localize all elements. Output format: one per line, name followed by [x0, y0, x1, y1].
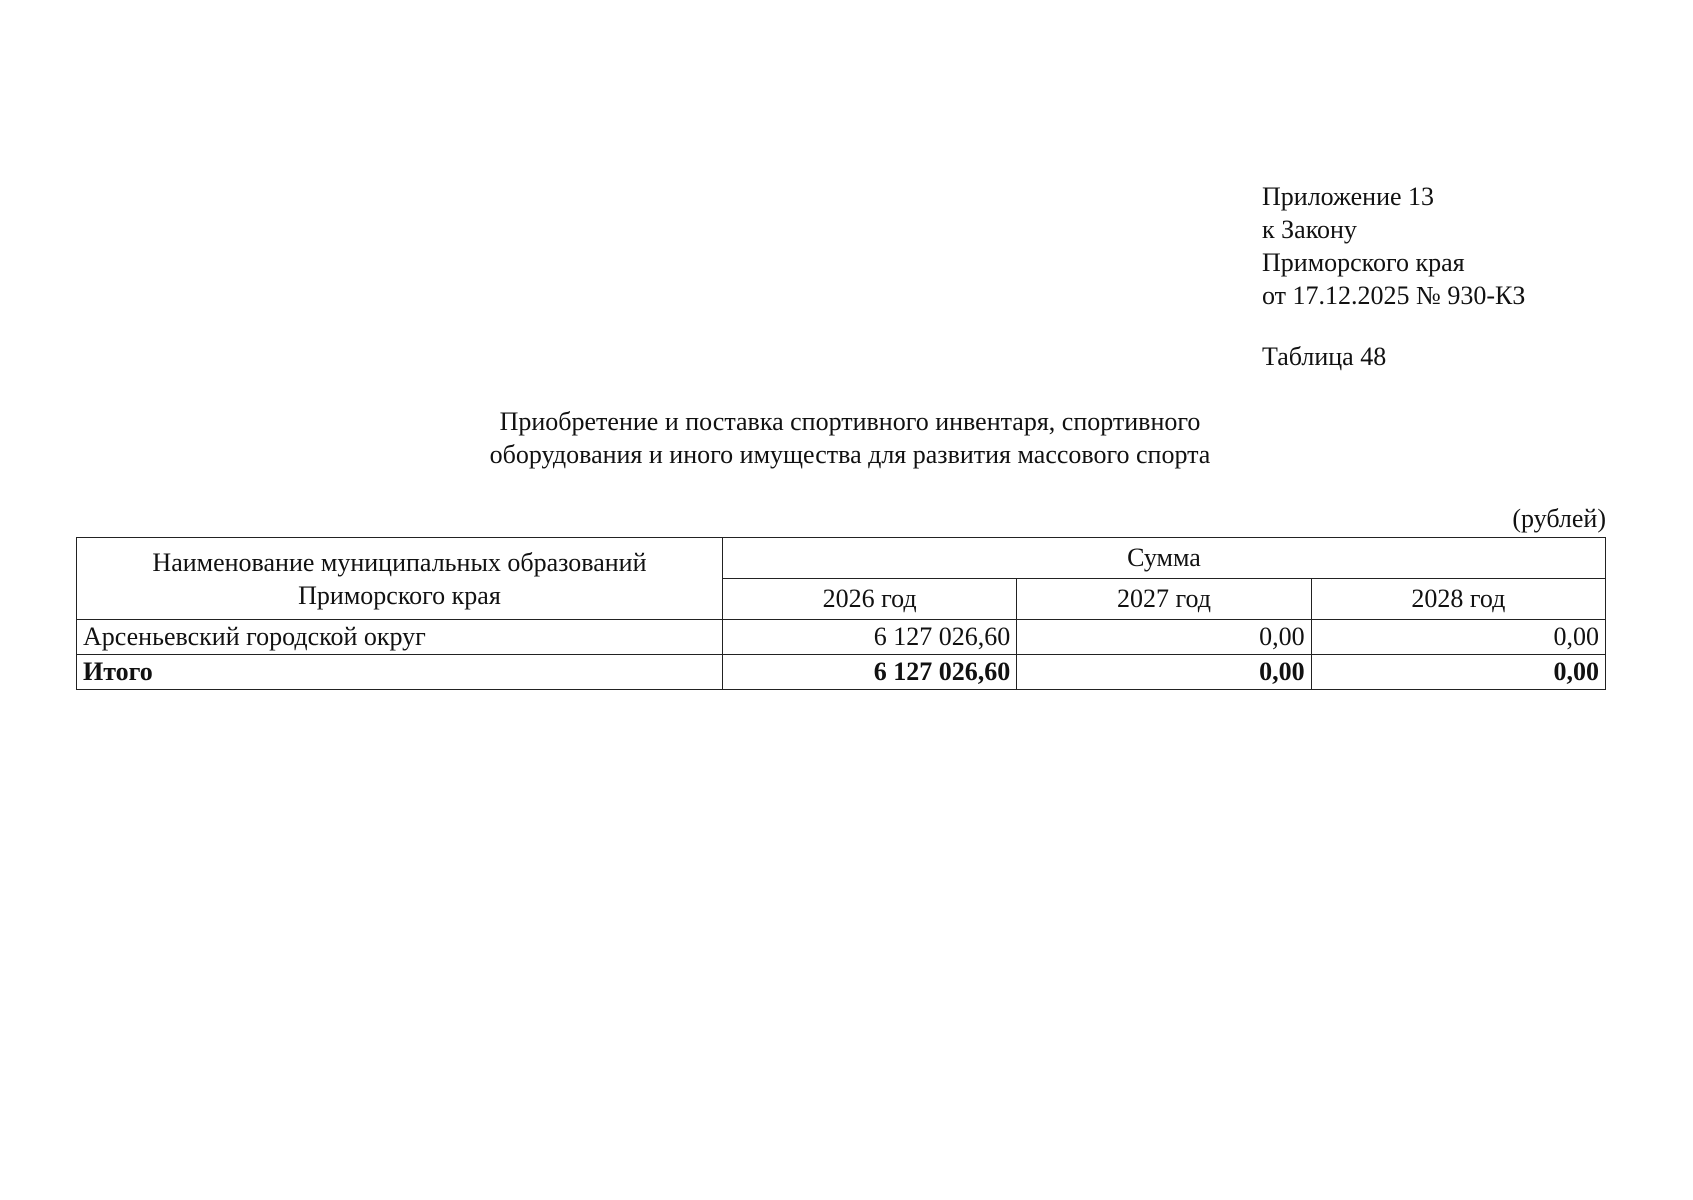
appendix-number: Приложение 13 [1262, 182, 1435, 211]
row-value-2028: 0,00 [1311, 620, 1605, 655]
title-line-2: оборудования и иного имущества для развития массового спорта [489, 440, 1211, 469]
header-year-2026: 2026 год [722, 579, 1016, 620]
header-municipality-line-2: Приморского края [298, 580, 501, 610]
appendix-block [1262, 180, 1525, 312]
total-value-2026: 6 127 026,60 [722, 655, 1016, 690]
total-value-2028: 0,00 [1311, 655, 1605, 690]
row-municipality: Арсеньевский городской округ [77, 620, 723, 655]
total-value-2027: 0,00 [1017, 655, 1311, 690]
table-number: Таблица 48 [1262, 342, 1387, 371]
appendix-region: Приморского края [1262, 248, 1465, 277]
header-sum: Сумма [722, 538, 1605, 579]
appendix-date: от 17.12.2025 № 930-КЗ [1262, 281, 1526, 310]
document-title [300, 405, 1400, 471]
appendix-law: к Закону [1262, 215, 1357, 244]
header-municipality-line-1: Наименование муниципальных образований [152, 547, 647, 577]
table-row [77, 620, 1606, 655]
row-value-2026: 6 127 026,60 [722, 620, 1016, 655]
title-line-1: Приобретение и поставка спортивного инвентаря, спортивного [499, 407, 1201, 436]
total-label: Итого [77, 655, 723, 690]
total-row [77, 655, 1606, 690]
header-row [77, 538, 1606, 579]
header-year-2028: 2028 год [1311, 579, 1605, 620]
header-municipality [77, 538, 723, 620]
row-value-2027: 0,00 [1017, 620, 1311, 655]
budget-table [76, 537, 1606, 690]
header-year-2027: 2027 год [1017, 579, 1311, 620]
units-label: (рублей) [1512, 504, 1606, 533]
